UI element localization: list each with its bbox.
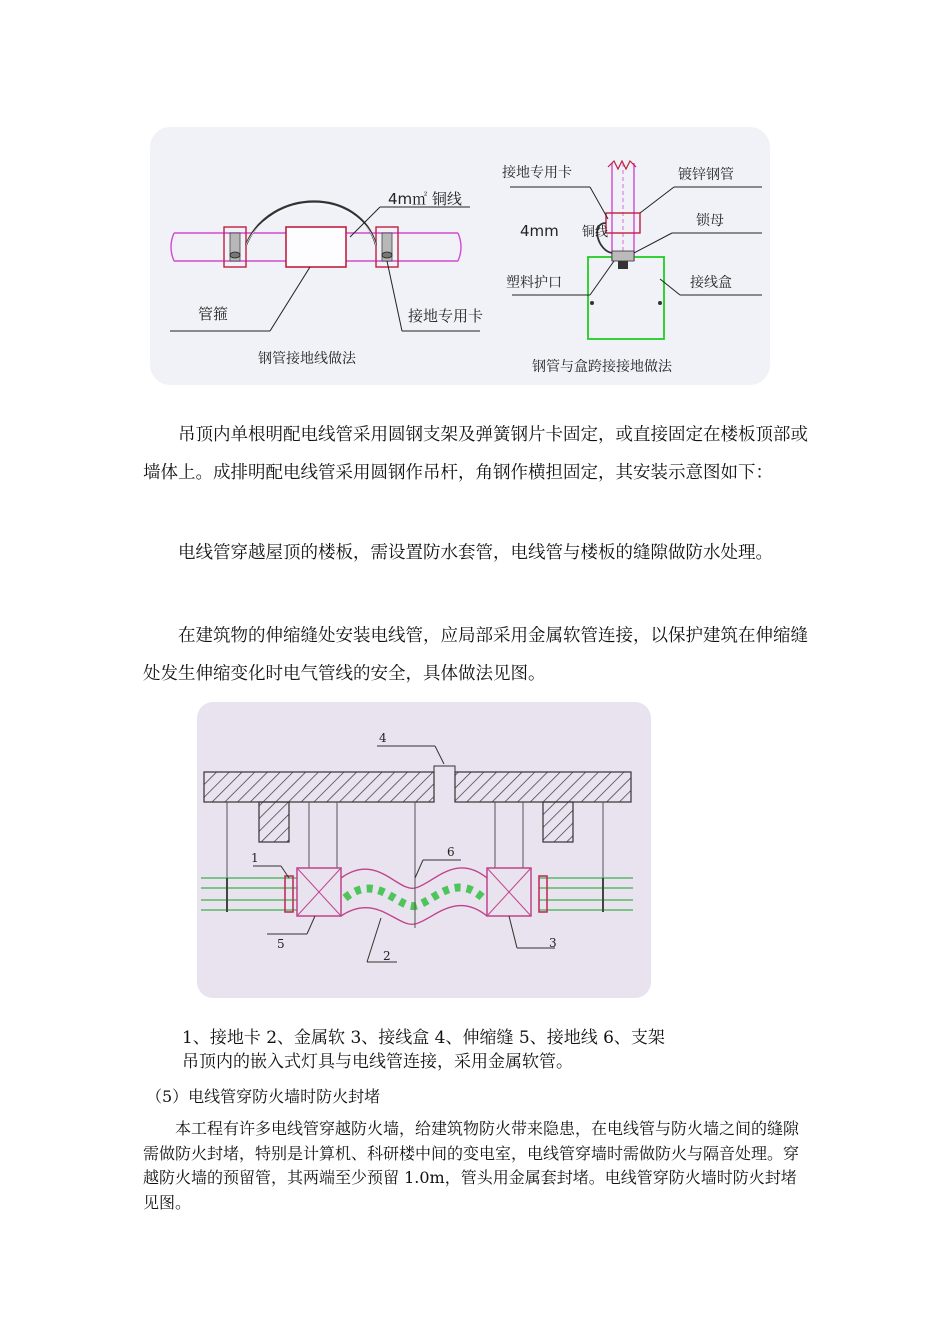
label-4: 4 [379, 731, 387, 745]
caption-right: 钢管与盒跨接接地做法 [532, 359, 672, 375]
figure-grounding [150, 127, 770, 387]
wire-size-label: 4mm [520, 222, 559, 240]
label-1: 1 [251, 851, 259, 865]
card-label-left: 接地专用卡 [408, 307, 484, 325]
paragraph-roof: 电线管穿越屋顶的楼板，需设置防水套管，电线管与楼板的缝隙做防水处理。 [178, 543, 773, 563]
label-2: 2 [383, 949, 391, 963]
card-label-right: 接地专用卡 [502, 165, 572, 181]
nut-label: 锁母 [696, 213, 724, 229]
wire-label-right: 铜线 [582, 225, 609, 240]
embedded-lamp-note: 吊顶内的嵌入式灯具与电线管连接，采用金属软管。 [182, 1052, 573, 1072]
figure-expansion-joint [197, 702, 651, 1000]
caption-left: 钢管接地线做法 [258, 351, 356, 367]
figure2-legend: 1、接地卡 2、金属软 3、接线盒 4、伸缩缝 5、接地线 6、支架 [182, 1028, 665, 1048]
label-3: 3 [549, 936, 557, 950]
section-heading: （5）电线管穿防火墙时防火封堵 [146, 1087, 381, 1106]
paragraph-mounting: 吊顶内单根明配电线管采用圆钢支架及弹簧钢片卡固定，或直接固定在楼板顶部或墙体上。成排明配电线管采用圆钢作吊杆，角钢作横担固定，其安装示意图如下： [143, 425, 808, 483]
label-6: 6 [447, 845, 455, 859]
clamp-label: 管箍 [198, 305, 229, 323]
box-label: 接线盒 [690, 275, 732, 291]
label-5: 5 [277, 937, 285, 951]
paragraph-expansion-joint: 在建筑物的伸缩缝处安装电线管，应局部采用金属软管连接，以保护建筑在伸缩缝处发生伸缩变化时电气管线的安全，具体做法见图。 [143, 626, 808, 684]
paragraph-firewall: 本工程有许多电线管穿越防火墙，给建筑物防火带来隐患，在电线管与防火墙之间的缝隙需做防火封堵，特别是计算机、科研楼中间的变电室，电线管穿墙时需做防火与隔音处理。穿越防火墙的预留管，其两端至少预留 1.0m，管头用金属套封堵。电线管穿防火墙时防火封堵见图。 [143, 1119, 800, 1212]
wire-label-left: 4m㎡ 铜线 [388, 190, 462, 208]
pipe-label: 镀锌钢管 [678, 167, 734, 183]
bushing-label: 塑料护口 [506, 275, 562, 291]
